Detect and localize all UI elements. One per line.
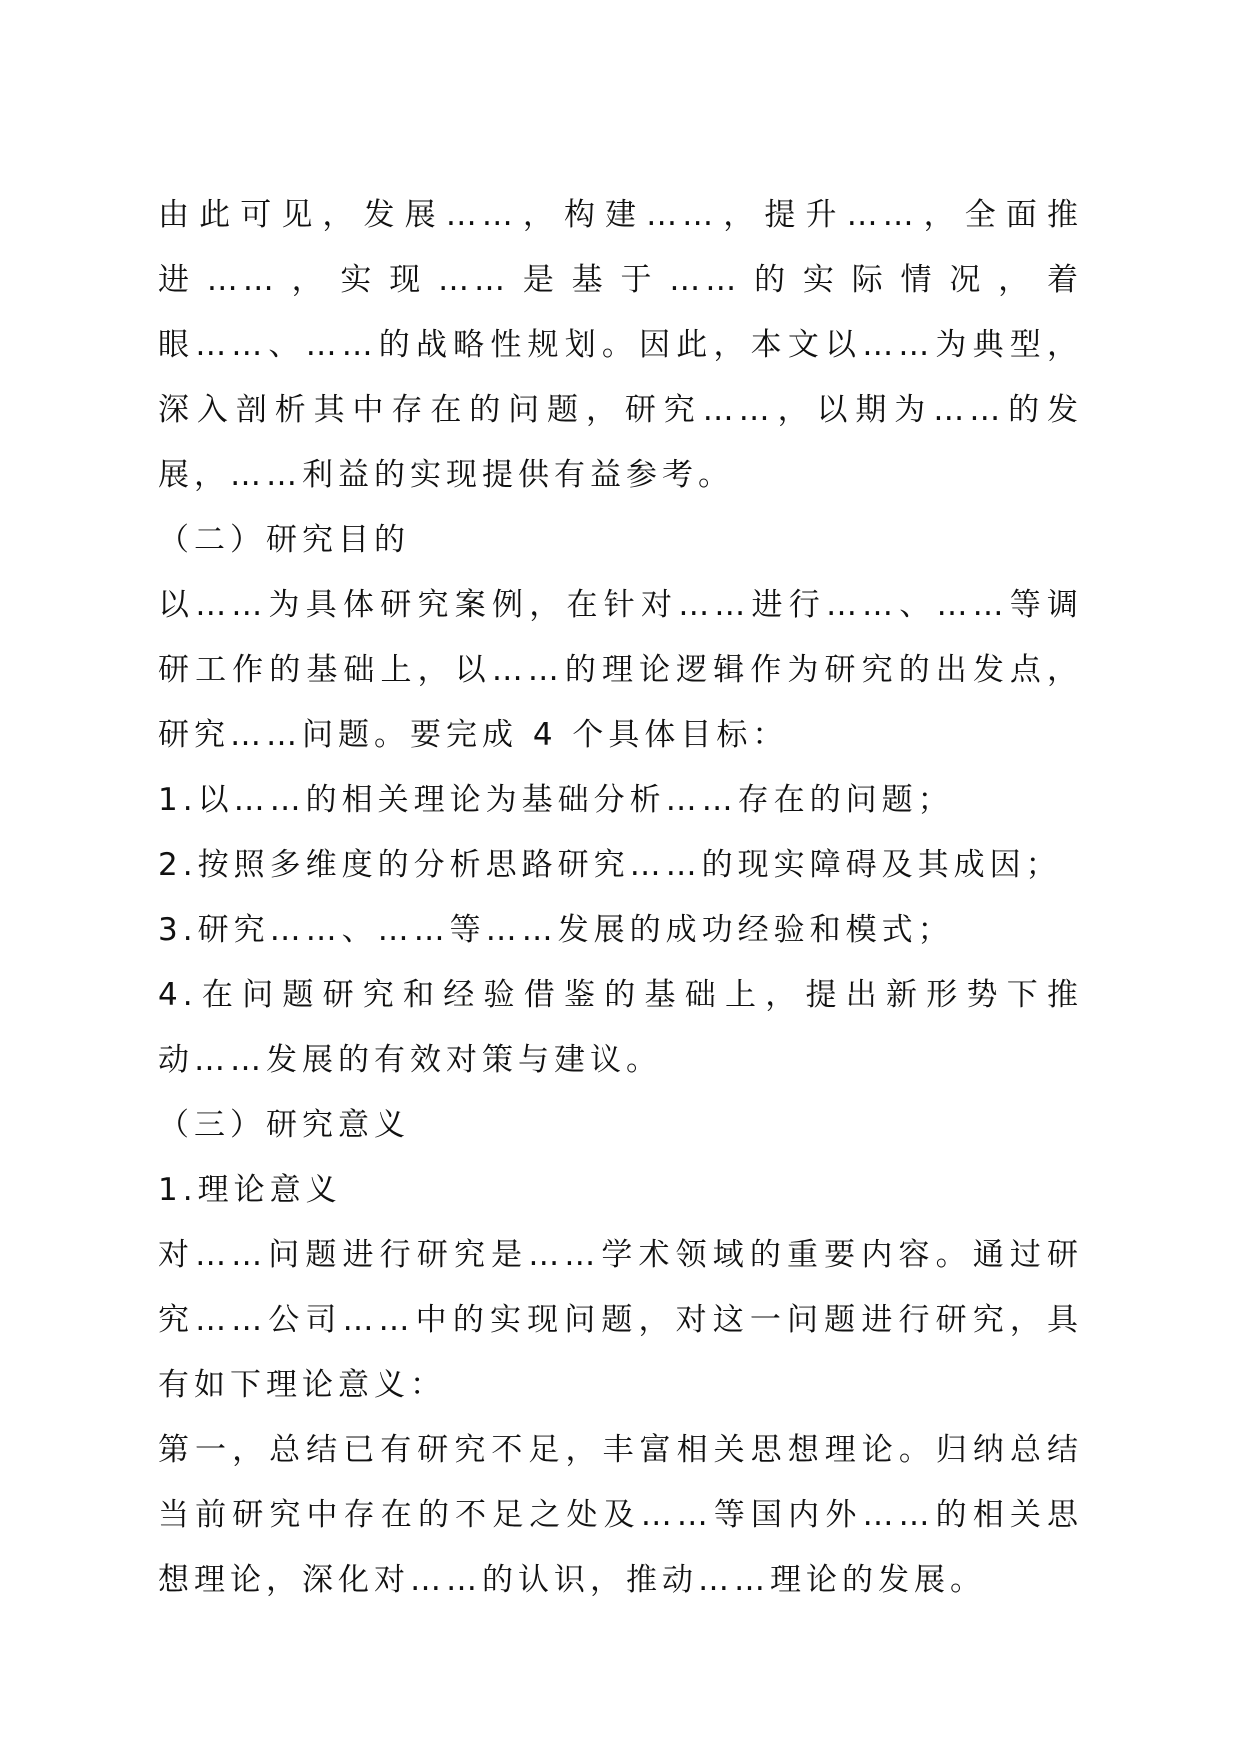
paragraph-theoretical-significance: 对……问题进行研究是……学术领域的重要内容。通过研究……公司……中的实现问题，对这一问题进行研究，具有如下理论意义： bbox=[158, 1237, 1083, 1403]
goal-item-3: 3.研究……、……等……发展的成功经验和模式； bbox=[158, 912, 954, 948]
paragraph-research-purpose: 以……为具体研究案例，在针对……进行……、……等调研工作的基础上，以……的理论逻辑作为研究的出发点，研究……问题。要完成 4 个具体目标： bbox=[158, 587, 1083, 753]
subheading-theoretical-significance: 1.理论意义 bbox=[158, 1172, 342, 1208]
goal-item-1: 1.以……的相关理论为基础分析……存在的问题； bbox=[158, 782, 954, 818]
paragraph-first-point: 第一，总结已有研究不足，丰富相关思想理论。归纳总结当前研究中存在的不足之处及……等国内外……的相关思想理论，深化对……的认识，推动……理论的发展。 bbox=[158, 1432, 1083, 1598]
section-heading-research-significance: （三）研究意义 bbox=[158, 1107, 410, 1143]
document-body bbox=[158, 183, 1083, 1613]
goal-item-2: 2.按照多维度的分析思路研究……的现实障碍及其成因； bbox=[158, 847, 1062, 883]
paragraph-intro-conclusion: 由此可见，发展……，构建……，提升……，全面推进……，实现……是基于……的实际情况，着眼……、……的战略性规划。因此，本文以……为典型，深入剖析其中存在的问题，研究……，以期为……的发展，……利益的实现提供有益参考。 bbox=[158, 197, 1083, 493]
section-heading-research-purpose: （二）研究目的 bbox=[158, 522, 410, 558]
goal-item-4: 4.在问题研究和经验借鉴的基础上，提出新形势下推动……发展的有效对策与建议。 bbox=[158, 977, 1083, 1078]
